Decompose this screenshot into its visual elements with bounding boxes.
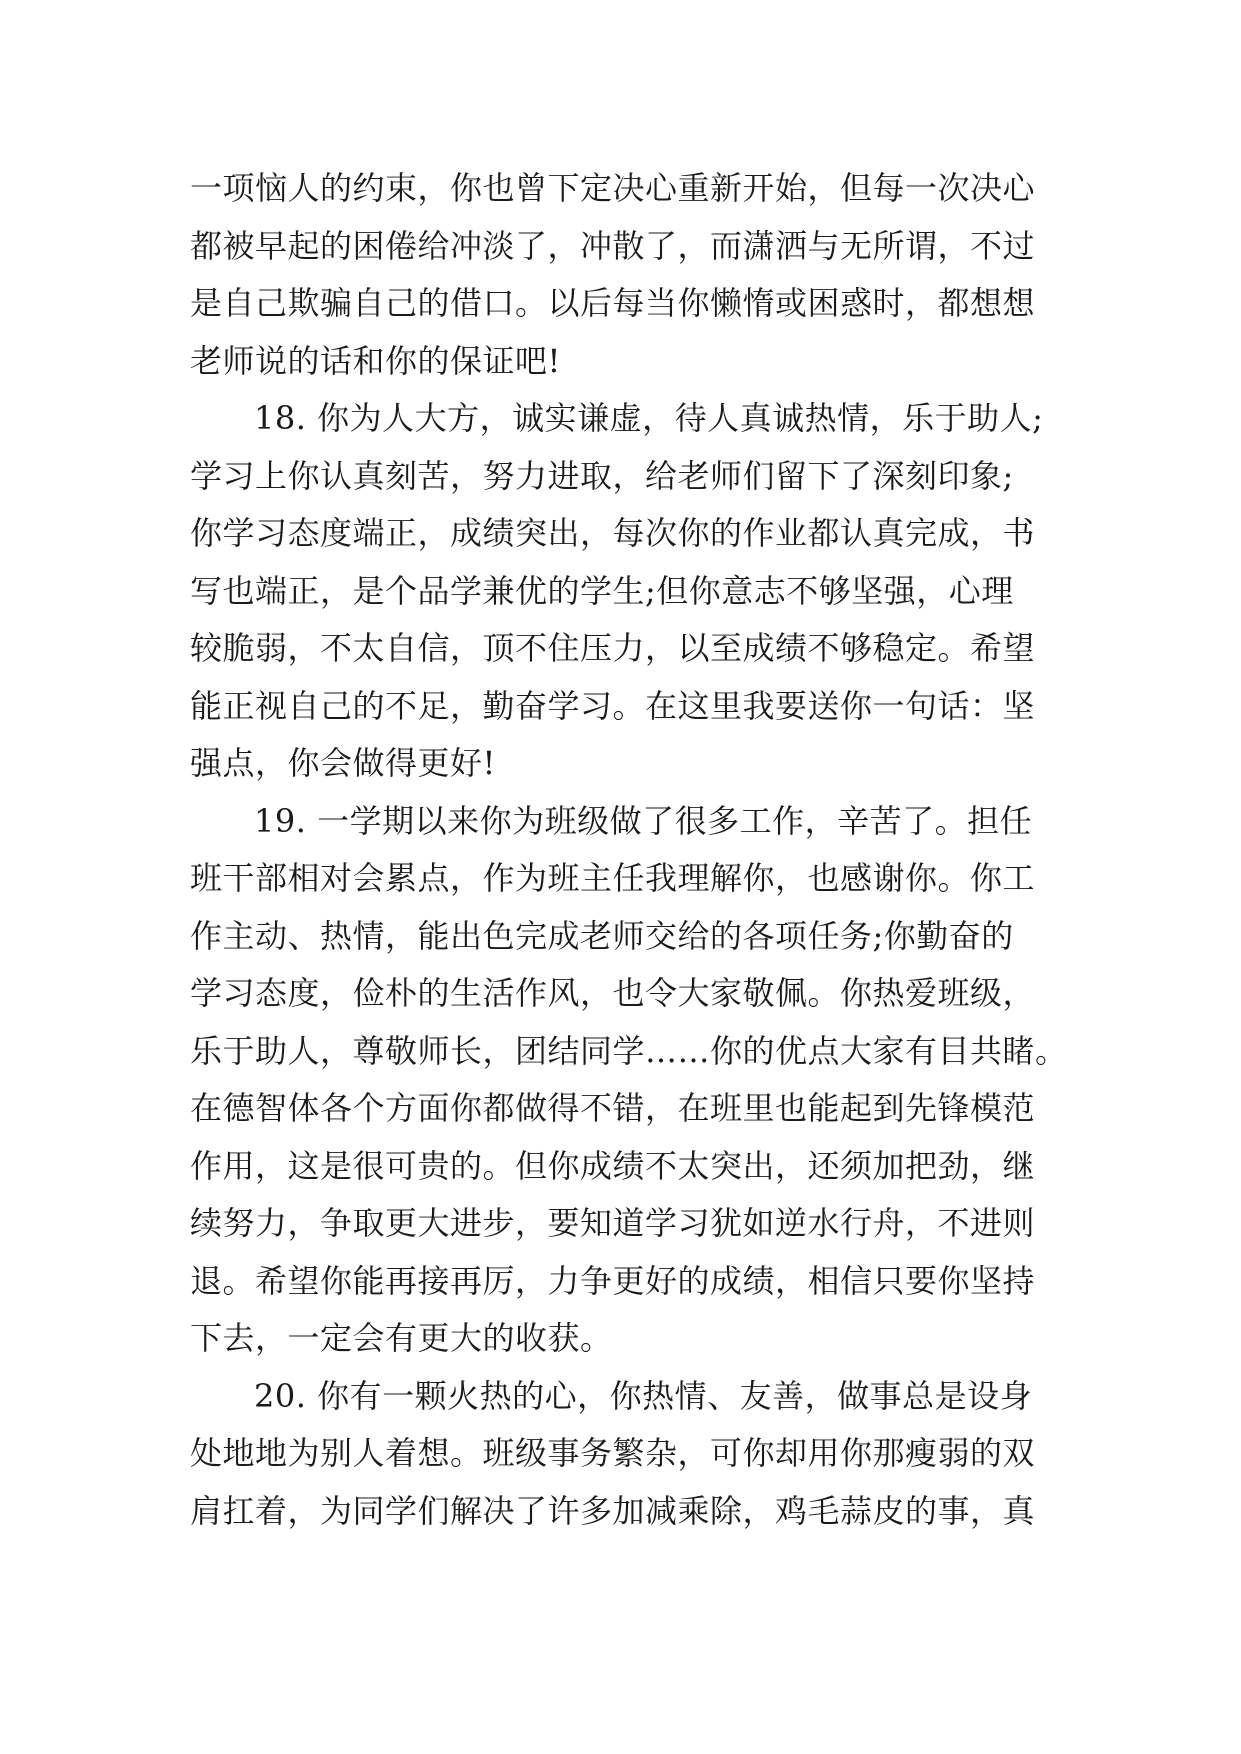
text-line: 较脆弱，不太自信，顶不住压力，以至成绩不够稳定。希望 — [190, 629, 1036, 667]
text-line: 你学习态度端正，成绩突出，每次你的作业都认真完成，书 — [190, 514, 1036, 552]
text-line: 续努力，争取更大进步，要知道学习犹如逆水行舟，不进则 — [190, 1204, 1036, 1242]
text-line: 18. 你为人大方，诚实谦虚，待人真诚热情，乐于助人; — [254, 399, 1044, 437]
text-line: 强点，你会做得更好! — [190, 744, 496, 782]
text-line: 写也端正，是个品学兼优的学生;但你意志不够坚强，心理 — [190, 571, 1014, 610]
text-line: 在德智体各个方面你都做得不错，在班里也能起到先锋模范 — [190, 1089, 1036, 1127]
text-line: 老师说的话和你的保证吧! — [190, 341, 561, 380]
text-line: 下去，一定会有更大的收获。 — [190, 1319, 613, 1357]
text-line: 肩扛着，为同学们解决了许多加减乘除，鸡毛蒜皮的事，真 — [190, 1491, 1036, 1530]
text-line: 退。希望你能再接再厉，力争更好的成绩，相信只要你坚持 — [190, 1261, 1036, 1300]
text-line: 学习态度，俭朴的生活作风，也令大家敬佩。你热爱班级， — [190, 974, 1036, 1012]
document-body — [190, 160, 1068, 1540]
text-line: 处地地为别人着想。班级事务繁杂，可你却用你那瘦弱的双 — [190, 1434, 1036, 1472]
paragraph-18 — [190, 390, 1060, 793]
text-line: 作用，这是很可贵的。但你成绩不太突出，还须加把劲，继 — [190, 1146, 1036, 1185]
text-line: 作主动、热情，能出色完成老师交给的各项任务;你勤奋的 — [190, 916, 1014, 955]
text-line: 班干部相对会累点，作为班主任我理解你，也感谢你。你工 — [190, 859, 1036, 897]
text-line: 20. 你有一颗火热的心，你热情、友善，做事总是设身 — [254, 1376, 1033, 1415]
text-line: 都被早起的困倦给冲淡了，冲散了，而潇洒与无所谓，不过 — [190, 226, 1036, 265]
text-line: 一项恼人的约束，你也曾下定决心重新开始，但每一次决心 — [190, 169, 1036, 207]
text-line: 是自己欺骗自己的借口。以后每当你懒惰或困惑时，都想想 — [190, 284, 1036, 322]
text-line: 能正视自己的不足，勤奋学习。在这里我要送你一句话：坚 — [190, 686, 1036, 725]
text-line: 19. 一学期以来你为班级做了很多工作，辛苦了。担任 — [254, 801, 1033, 840]
paragraph-20 — [190, 1368, 1060, 1541]
text-line: 乐于助人，尊敬师长，团结同学……你的优点大家有目共睹。 — [190, 1031, 1068, 1070]
paragraph-continuation — [190, 160, 1060, 390]
text-line: 学习上你认真刻苦，努力进取，给老师们留下了深刻印象; — [190, 456, 1014, 495]
paragraph-19 — [190, 793, 1068, 1368]
